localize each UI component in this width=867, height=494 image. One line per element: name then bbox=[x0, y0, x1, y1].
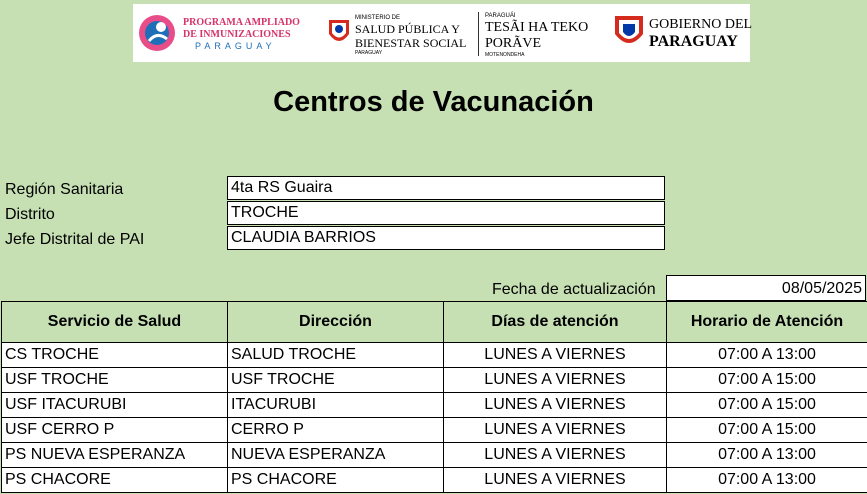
cell-direccion: SALUD TROCHE bbox=[228, 343, 444, 368]
pai-mother-child-icon bbox=[137, 11, 177, 55]
page-title: Centros de Vacunación bbox=[273, 86, 594, 118]
teko-logo-line2: PORÃVE bbox=[485, 36, 542, 51]
tesai-ha-teko-logo bbox=[485, 4, 597, 62]
cell-servicio: USF CERRO P bbox=[2, 418, 228, 443]
distrito-label: Distrito bbox=[5, 206, 55, 223]
gobierno-paraguay-logo bbox=[611, 4, 753, 62]
cell-servicio: PS CHACORE bbox=[2, 468, 228, 493]
table-row bbox=[2, 368, 867, 393]
pai-logo-line3: PARAGUAY bbox=[195, 41, 276, 51]
cell-horario: 07:00 A 15:00 bbox=[667, 393, 867, 418]
table-row bbox=[2, 343, 867, 368]
fecha-actualizacion-label: Fecha de actualización bbox=[492, 281, 656, 298]
table-row bbox=[2, 468, 867, 493]
cell-dias: LUNES A VIERNES bbox=[444, 468, 667, 493]
table-row bbox=[2, 418, 867, 443]
cell-servicio: USF TROCHE bbox=[2, 368, 228, 393]
teko-logo-line3: MOTENONDEHA bbox=[485, 52, 525, 58]
paraguay-seal-icon bbox=[327, 18, 351, 48]
cell-direccion: PS CHACORE bbox=[228, 468, 444, 493]
jefe-distrital-label: Jefe Distrital de PAI bbox=[5, 231, 145, 248]
pai-logo-line2: DE INMUNIZACIONES bbox=[183, 29, 291, 40]
gob-logo-line2: PARAGUAY bbox=[649, 33, 738, 50]
pai-logo bbox=[133, 4, 303, 62]
msp-logo-line3: PARAGUAY bbox=[355, 50, 383, 56]
cell-horario: 07:00 A 15:00 bbox=[667, 368, 867, 393]
table-row bbox=[2, 443, 867, 468]
table-header-row bbox=[2, 302, 867, 343]
cell-servicio: CS TROCHE bbox=[2, 343, 228, 368]
table-row bbox=[2, 393, 867, 418]
cell-horario: 07:00 A 13:00 bbox=[667, 443, 867, 468]
gob-logo-line1: GOBIERNO DEL bbox=[649, 17, 753, 32]
pai-logo-line1: PROGRAMA AMPLIADO bbox=[183, 17, 300, 28]
msp-logo-line0: MINISTERIO DE bbox=[355, 15, 401, 21]
cell-dias: LUNES A VIERNES bbox=[444, 443, 667, 468]
column-header-horario: Horario de Atención bbox=[667, 302, 867, 343]
cell-dias: LUNES A VIERNES bbox=[444, 418, 667, 443]
region-sanitaria-value: 4ta RS Guaira bbox=[227, 176, 665, 200]
vaccination-centers-table bbox=[1, 301, 867, 493]
logo-banner bbox=[133, 4, 753, 62]
cell-direccion: CERRO P bbox=[228, 418, 444, 443]
cell-direccion: USF TROCHE bbox=[228, 368, 444, 393]
cell-horario: 07:00 A 15:00 bbox=[667, 418, 867, 443]
msp-logo-line2: BIENESTAR SOCIAL bbox=[355, 36, 467, 50]
cell-servicio: USF ITACURUBI bbox=[2, 393, 228, 418]
region-sanitaria-label: Región Sanitaria bbox=[5, 181, 124, 198]
column-header-servicio: Servicio de Salud bbox=[2, 302, 228, 343]
jefe-distrital-value: CLAUDIA BARRIOS bbox=[227, 226, 665, 250]
msp-logo-line1: SALUD PÚBLICA Y bbox=[355, 22, 460, 36]
msp-logo bbox=[325, 4, 475, 62]
paraguay-shield-icon bbox=[613, 14, 645, 52]
teko-logo-line1: TESÃI HA TEKO bbox=[485, 20, 589, 35]
column-header-dias: Días de atención bbox=[444, 302, 667, 343]
cell-direccion: NUEVA ESPERANZA bbox=[228, 443, 444, 468]
cell-horario: 07:00 A 13:00 bbox=[667, 468, 867, 493]
cell-horario: 07:00 A 13:00 bbox=[667, 343, 867, 368]
distrito-value: TROCHE bbox=[227, 201, 665, 225]
cell-direccion: ITACURUBI bbox=[228, 393, 444, 418]
cell-dias: LUNES A VIERNES bbox=[444, 343, 667, 368]
teko-logo-line0: PARAGUÁI bbox=[485, 13, 516, 19]
fecha-actualizacion-value: 08/05/2025 bbox=[666, 275, 866, 301]
cell-dias: LUNES A VIERNES bbox=[444, 393, 667, 418]
cell-servicio: PS NUEVA ESPERANZA bbox=[2, 443, 228, 468]
logo-divider bbox=[478, 12, 479, 56]
cell-dias: LUNES A VIERNES bbox=[444, 368, 667, 393]
column-header-direccion: Dirección bbox=[228, 302, 444, 343]
